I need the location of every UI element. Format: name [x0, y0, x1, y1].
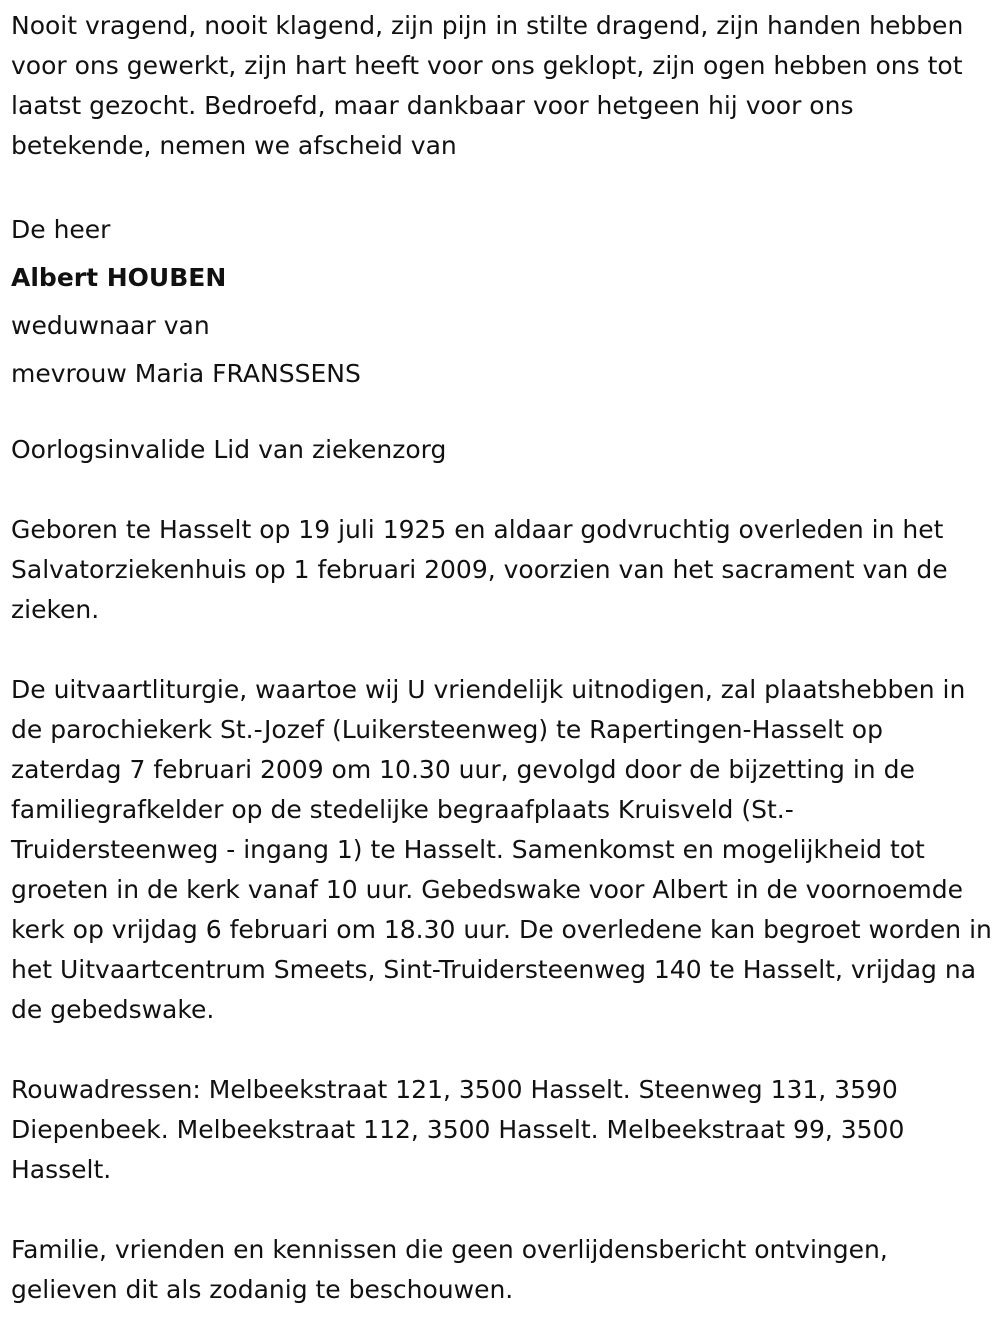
- honorific: De heer: [11, 215, 111, 244]
- funeral-paragraph: De uitvaartliturgie, waartoe wij U vriendelijk uitnodigen, zal plaatshebben in de parochiekerk St.-Jozef (Luikersteenweg) te Rapertingen-Hasselt op zaterdag 7 februari 2009 om 10.30 uur, gevolgd door de bijzetting in de familiegrafkelder op de stedelijke begraafplaats Kruisveld (St.-Truidersteenweg - ingang 1) te Hasselt. Samenkomst en mogelijkheid tot groeten in de kerk vanaf 10 uur. Gebedswake voor Albert in de voornoemde kerk op vrijdag 6 februari om 18.30 uur. De overledene kan begroet worden in het Uitvaartcentrum Smeets, Sint-Truidersteenweg 140 te Hasselt, vrijdag na de gebedswake.: [11, 675, 992, 1024]
- birth-death-paragraph: Geboren te Hasselt op 19 juli 1925 en aldaar godvruchtig overleden in het Salvatorziekenhuis op 1 februari 2009, voorzien van het sacrament van de zieken.: [11, 515, 948, 624]
- spacer: [11, 470, 992, 510]
- closing-note: Familie, vrienden en kennissen die geen overlijdensbericht ontvingen, gelieven dit als zodanig te beschouwen.: [11, 1235, 888, 1304]
- spacer: [11, 398, 992, 430]
- relation-label: weduwnaar van: [11, 311, 210, 340]
- deceased-name: Albert HOUBEN: [11, 263, 227, 292]
- memberships: Oorlogsinvalide Lid van ziekenzorg: [11, 435, 447, 464]
- spacer: [11, 1030, 992, 1070]
- spacer: [11, 166, 992, 206]
- mourning-addresses: Rouwadressen: Melbeekstraat 121, 3500 Hasselt. Steenweg 131, 3590 Diepenbeek. Melbeekstraat 112, 3500 Hasselt. Melbeekstraat 99, 3500 Hasselt.: [11, 1075, 905, 1184]
- opening-verse: Nooit vragend, nooit klagend, zijn pijn in stilte dragend, zijn handen hebben voor ons gewerkt, zijn hart heeft voor ons geklopt, zijn ogen hebben ons tot laatst gezocht. Bedroefd, maar dankbaar voor hetgeen hij voor ons betekende, nemen we afscheid van: [11, 11, 964, 160]
- spacer: [11, 630, 992, 670]
- spouse-name: mevrouw Maria FRANSSENS: [11, 359, 361, 388]
- spacer: [11, 1190, 992, 1230]
